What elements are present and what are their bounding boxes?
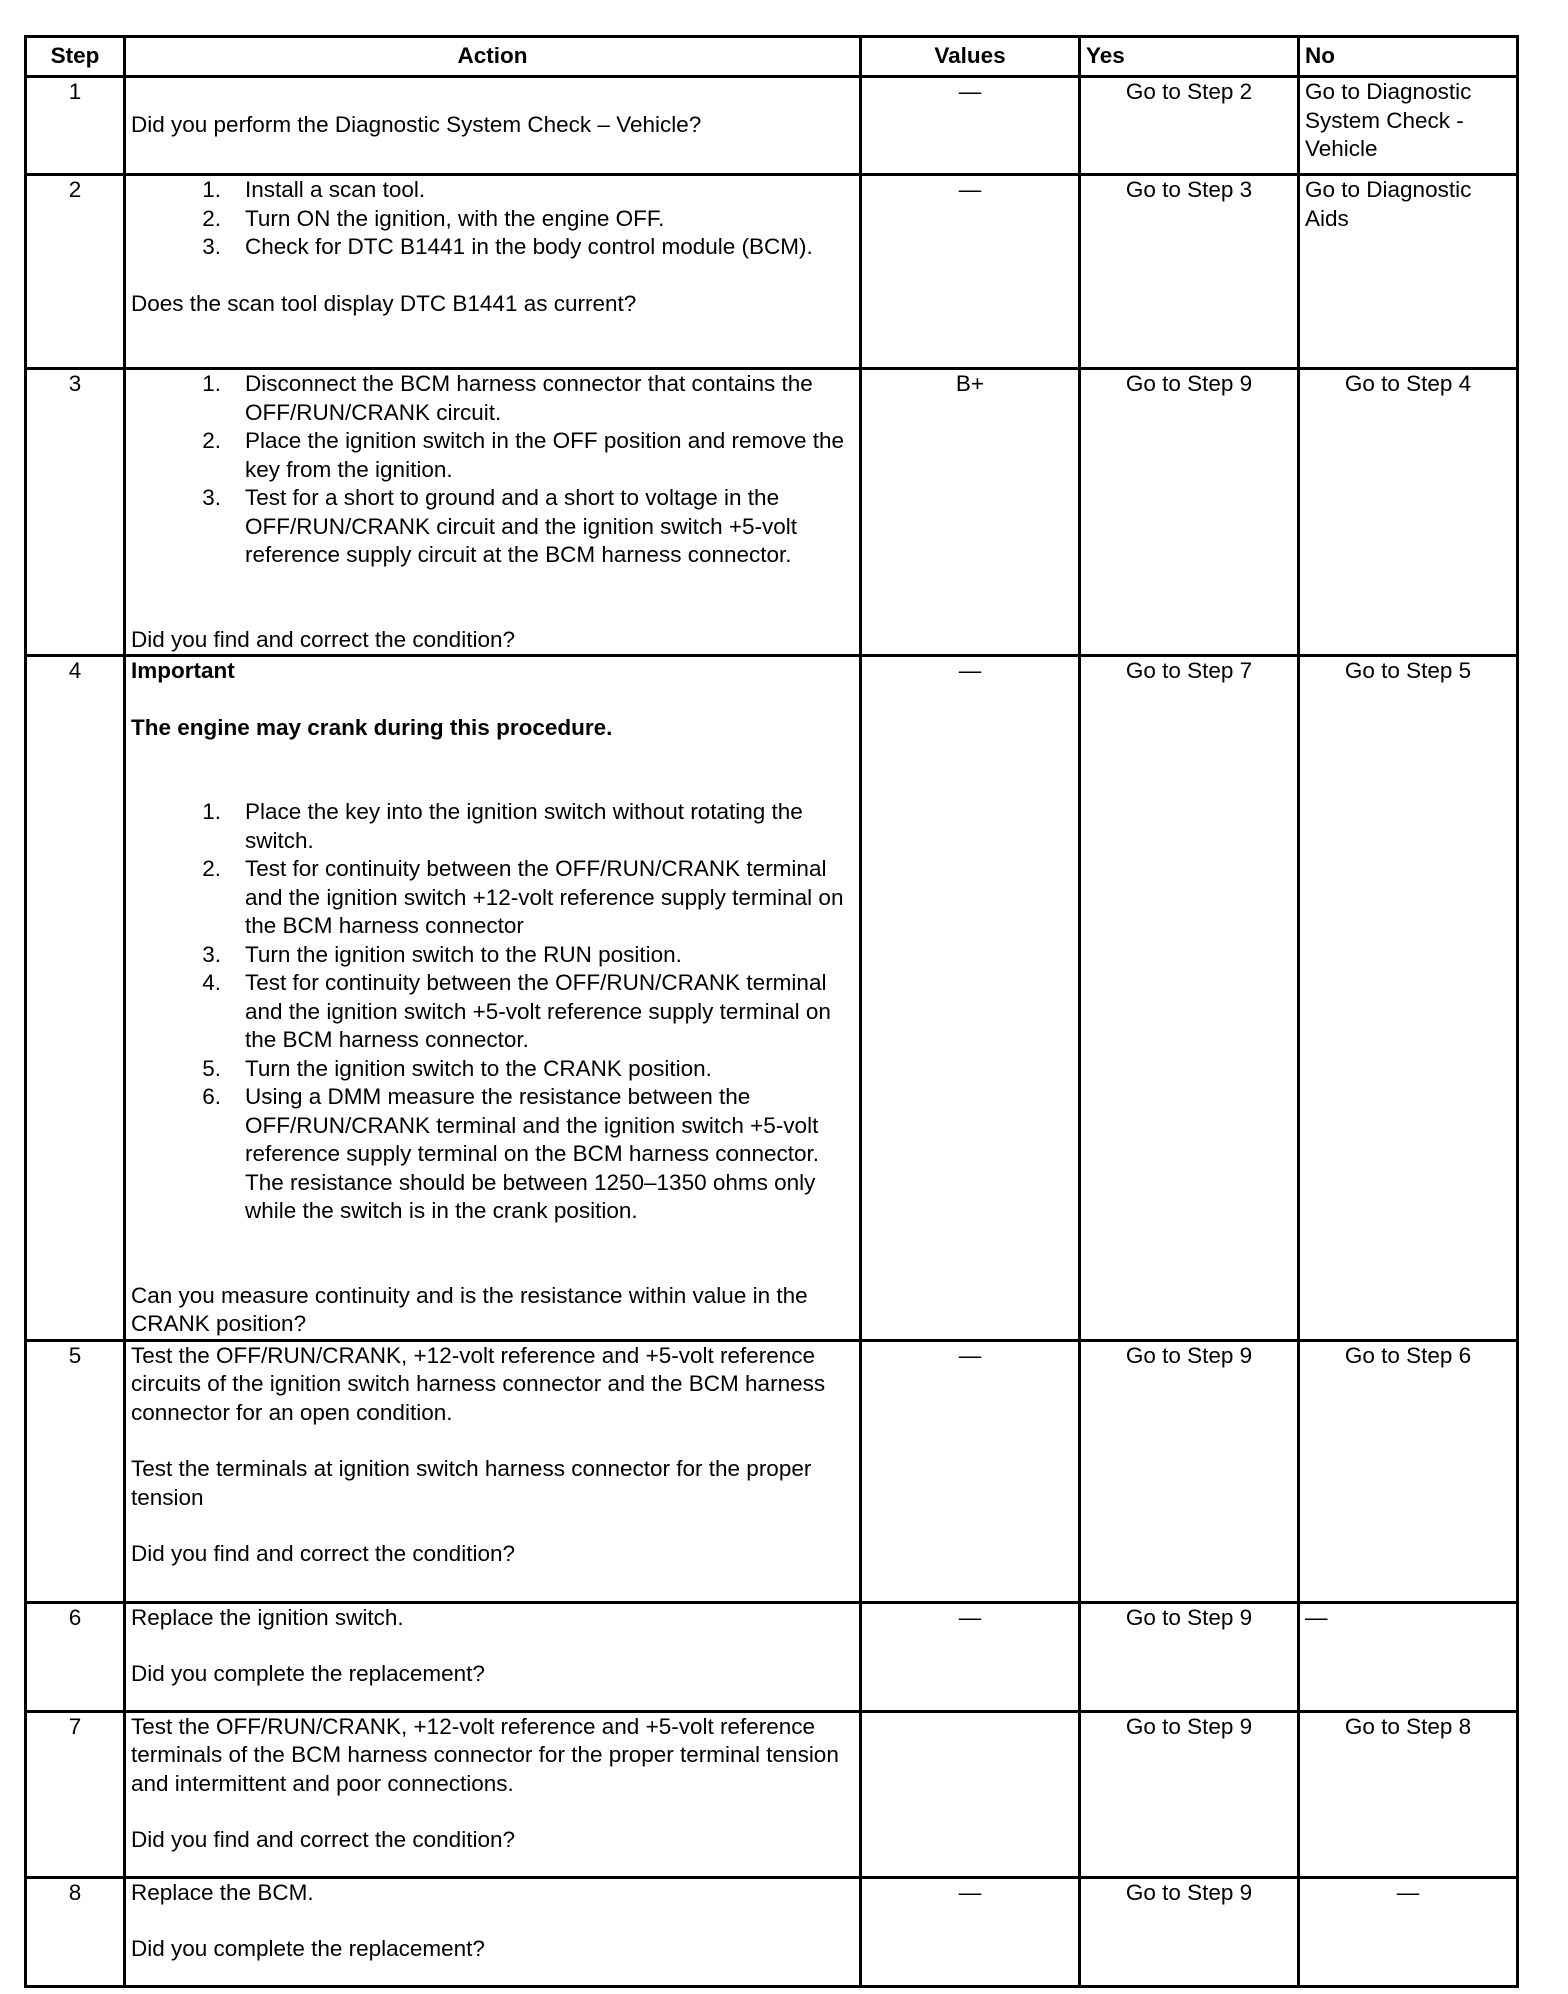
action-cell	[125, 1877, 861, 1986]
action-steps	[131, 370, 854, 570]
step-number: 7	[26, 1711, 125, 1877]
value-cell: —	[861, 1602, 1080, 1711]
table-row	[26, 1877, 1518, 1986]
yes-cell: Go to Step 9	[1080, 369, 1299, 656]
no-cell: Go to Diagnostic System Check - Vehicle	[1299, 77, 1518, 175]
table-row	[26, 1602, 1518, 1711]
no-cell: Go to Step 5	[1299, 656, 1518, 1341]
list-item: 3. Turn the ignition switch to the RUN position.	[202, 941, 682, 967]
no-cell: —	[1299, 1602, 1518, 1711]
value-cell: —	[861, 175, 1080, 369]
step-number: 6	[26, 1602, 125, 1711]
step-number: 8	[26, 1877, 125, 1986]
action-question: Does the scan tool display DTC B1441 as current?	[131, 290, 637, 316]
value-cell: —	[861, 1340, 1080, 1602]
action-steps	[131, 176, 854, 262]
list-item: 2. Place the ignition switch in the OFF position and remove the key from the ignition.	[202, 428, 845, 482]
action-cell	[125, 369, 861, 656]
yes-cell: Go to Step 7	[1080, 656, 1299, 1341]
header-step: Step	[26, 37, 125, 77]
step-number: 3	[26, 369, 125, 656]
header-values: Values	[861, 37, 1080, 77]
step-number: 1	[26, 77, 125, 175]
action-cell	[125, 1340, 861, 1602]
list-item: 6. Using a DMM measure the resistance between the OFF/RUN/CRANK terminal and the ignition switch +5-volt reference supply terminal on the BCM harness connector. The resistance should be between 1250–1350 ohms only while the switch is in the crank position.	[202, 1084, 820, 1223]
table-row	[26, 656, 1518, 1341]
value-cell: —	[861, 1877, 1080, 1986]
yes-cell: Go to Step 9	[1080, 1877, 1299, 1986]
yes-cell: Go to Step 2	[1080, 77, 1299, 175]
list-item: 5. Turn the ignition switch to the CRANK position.	[202, 1055, 712, 1081]
no-cell: Go to Step 8	[1299, 1711, 1518, 1877]
yes-cell: Go to Step 3	[1080, 175, 1299, 369]
action-cell	[125, 77, 861, 175]
action-steps	[131, 798, 854, 1226]
action-cell	[125, 1711, 861, 1877]
action-cell	[125, 175, 861, 369]
yes-cell: Go to Step 9	[1080, 1711, 1299, 1877]
action-cell	[125, 1602, 861, 1711]
header-yes: Yes	[1080, 37, 1299, 77]
action-question: Did you find and correct the condition?	[131, 1827, 515, 1852]
list-item: 1. Place the key into the ignition switch without rotating the switch.	[202, 799, 803, 853]
value-cell: —	[861, 77, 1080, 175]
yes-cell: Go to Step 9	[1080, 1602, 1299, 1711]
action-paragraph: Test the OFF/RUN/CRANK, +12-volt reference and +5-volt reference terminals of the BCM harness connector for the proper terminal tension and intermittent and poor connections.	[131, 1713, 839, 1796]
list-item: 1. Disconnect the BCM harness connector that contains the OFF/RUN/CRANK circuit.	[202, 371, 813, 425]
header-row	[26, 37, 1518, 77]
list-item: 4. Test for continuity between the OFF/RUN/CRANK terminal and the ignition switch +5-volt reference supply terminal on the BCM harness connector.	[202, 970, 831, 1052]
action-paragraph: Replace the BCM.	[131, 1879, 314, 1905]
list-item: 2. Test for continuity between the OFF/RUN/CRANK terminal and the ignition switch +12-volt reference supply terminal on the BCM harness connector	[202, 856, 844, 938]
no-cell: —	[1299, 1877, 1518, 1986]
action-question: Did you complete the replacement?	[131, 1936, 485, 1961]
list-item: 3. Test for a short to ground and a short to voltage in the OFF/RUN/CRANK circuit and the ignition switch +5-volt reference supply circuit at the BCM harness connector.	[202, 485, 798, 567]
header-action: Action	[125, 37, 861, 77]
important-label: Important	[131, 658, 235, 683]
action-question: Did you find and correct the condition?	[131, 626, 515, 652]
action-question: Did you find and correct the condition?	[131, 1541, 515, 1566]
action-cell	[125, 656, 861, 1341]
list-item: 1. Install a scan tool.	[202, 177, 426, 202]
value-cell: B+	[861, 369, 1080, 656]
table-row	[26, 77, 1518, 175]
table-row	[26, 369, 1518, 656]
yes-cell: Go to Step 9	[1080, 1340, 1299, 1602]
no-cell: Go to Step 6	[1299, 1340, 1518, 1602]
step-number: 5	[26, 1340, 125, 1602]
action-paragraph: Test the OFF/RUN/CRANK, +12-volt reference and +5-volt reference circuits of the ignition switch harness connector and the BCM harness connector for an open condition.	[131, 1342, 826, 1425]
no-cell: Go to Diagnostic Aids	[1299, 175, 1518, 369]
value-cell	[861, 1711, 1080, 1877]
action-question: Can you measure continuity and is the resistance within value in the CRANK position?	[131, 1282, 808, 1336]
action-paragraph: Replace the ignition switch.	[131, 1604, 404, 1630]
table-row	[26, 175, 1518, 369]
important-note: The engine may crank during this procedure.	[131, 714, 613, 740]
action-paragraph: Test the terminals at ignition switch harness connector for the proper tension	[131, 1456, 812, 1510]
step-number: 2	[26, 175, 125, 369]
action-question: Did you complete the replacement?	[131, 1661, 485, 1686]
action-question: Did you perform the Diagnostic System Check – Vehicle?	[131, 112, 702, 138]
header-no: No	[1299, 37, 1518, 77]
list-item: 3. Check for DTC B1441 in the body control module (BCM).	[202, 234, 813, 259]
step-number: 4	[26, 656, 125, 1341]
diagnostic-table	[24, 35, 1519, 1988]
table-row	[26, 1711, 1518, 1877]
value-cell: —	[861, 656, 1080, 1341]
table-row	[26, 1340, 1518, 1602]
no-cell: Go to Step 4	[1299, 369, 1518, 656]
list-item: 2. Turn ON the ignition, with the engine OFF.	[202, 205, 665, 231]
